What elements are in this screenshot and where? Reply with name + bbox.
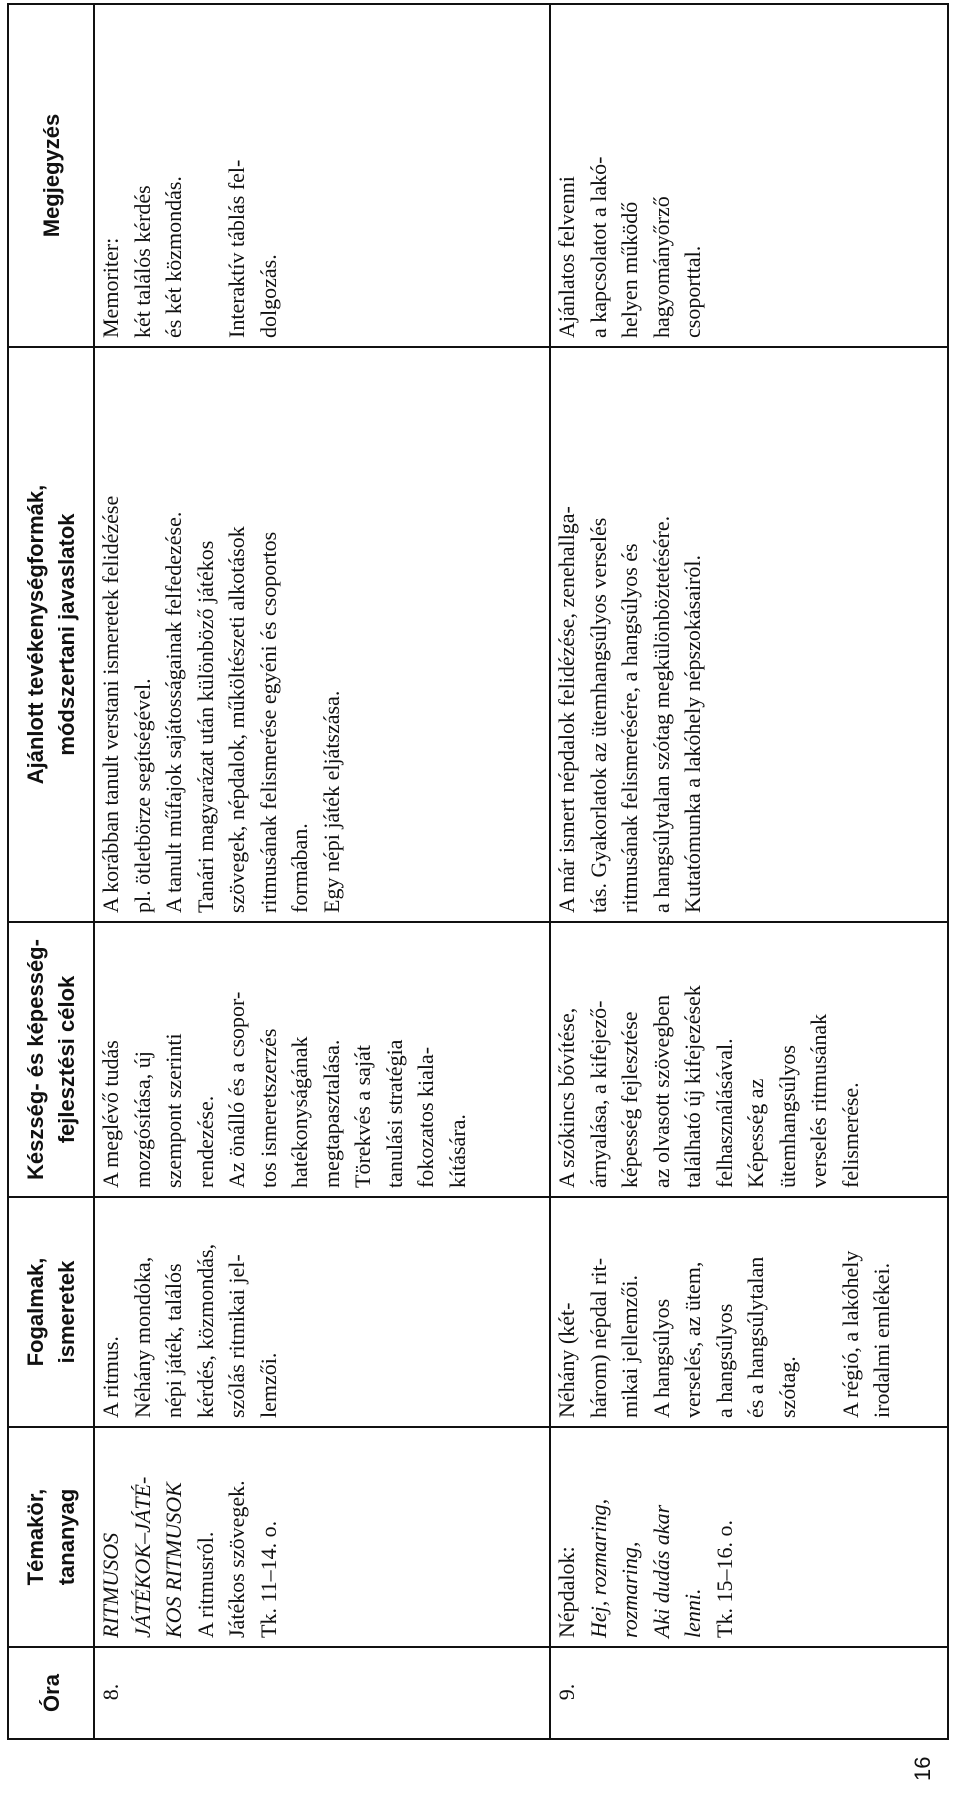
page-number: 16 xyxy=(910,1756,935,1781)
table-row xyxy=(94,4,550,1739)
activities-cell: A korábban tanult verstani ismeretek felidézése pl. ötletbörze segítségével. A tanult műfajok sajátosságainak felfedezése. Tanári magyarázat után különböző játékos szövegek, népdalok, műköltészeti alkotások ritmusának felismerése egyéni és csoportos formában. Egy népi játék eljátszása. xyxy=(94,347,550,922)
lesson-plan-table xyxy=(7,3,949,1740)
goals-cell: A meglévő tudás mozgósítása, új szempont szerinti rendezése. Az önálló és a csopor- tos ismeretszerzés hatékonyságának megtapasztalása. Törekvés a saját tanulási stratégia fokozatos kiala- kítására. xyxy=(94,922,550,1197)
topic-cell: RITMUSOS JÁTÉKOK–JÁTÉ- KOS RITMUSOK A ritmusról. Játékos szövegek. Tk. 11–14. o. xyxy=(94,1427,550,1647)
header-megjegyzes: Megjegyzés xyxy=(8,4,94,347)
header-temakor: Témakör, tananyag xyxy=(8,1427,94,1647)
header-keszseg: Készség- és képesség- fejlesztési célok xyxy=(8,922,94,1197)
concepts-cell: A ritmus. Néhány mondóka, népi játék, találós kérdés, közmondás, szólás ritmikai jel- lemzői. xyxy=(94,1197,550,1427)
notes-cell: Memoriter: két találós kérdés és két közmondás. Interaktív táblás fel- dolgozás. xyxy=(94,4,550,347)
lesson-number: 9. xyxy=(550,1647,948,1739)
concepts-cell: Néhány (két- három) népdal rit- mikai jellemzői. A hangsúlyos verselés, az ütem, a hangsúlyos és a hangsúlytalan szótag. A régió, a lakóhely irodalmi emlékei. xyxy=(550,1197,948,1427)
header-fogalmak: Fogalmak, ismeretek xyxy=(8,1197,94,1427)
notes-cell: Ajánlatos felvenni a kapcsolatot a lakó- helyen működő hagyományőrző csoporttal. xyxy=(550,4,948,347)
header-ajanlott: Ajánlott tevékenységformák, módszertani javaslatok xyxy=(8,347,94,922)
header-ora: Óra xyxy=(8,1647,94,1739)
table-row xyxy=(550,4,948,1739)
header-row xyxy=(8,4,94,1739)
topic-cell: Népdalok: Hej, rozmaring, rozmaring, Aki dudás akar lenni. Tk. 15–16. o. xyxy=(550,1427,948,1647)
activities-cell: A már ismert népdalok felidézése, zenehallga- tás. Gyakorlatok az ütemhangsúlyos verselés ritmusának felismerésére, a hangsúlyos és a hangsúlytalan szótag megkülönböztetésére. Kutatómunka a lakóhely népszokásairól. xyxy=(550,347,948,922)
lesson-number: 8. xyxy=(94,1647,550,1739)
goals-cell: A szókincs bővítése, árnyalása, a kifejező- képesség fejlesztése az olvasott szövegben található új kifejezések felhasználásával. Képesség az ütemhangsúlyos verselés ritmusának felismerése. xyxy=(550,922,948,1197)
